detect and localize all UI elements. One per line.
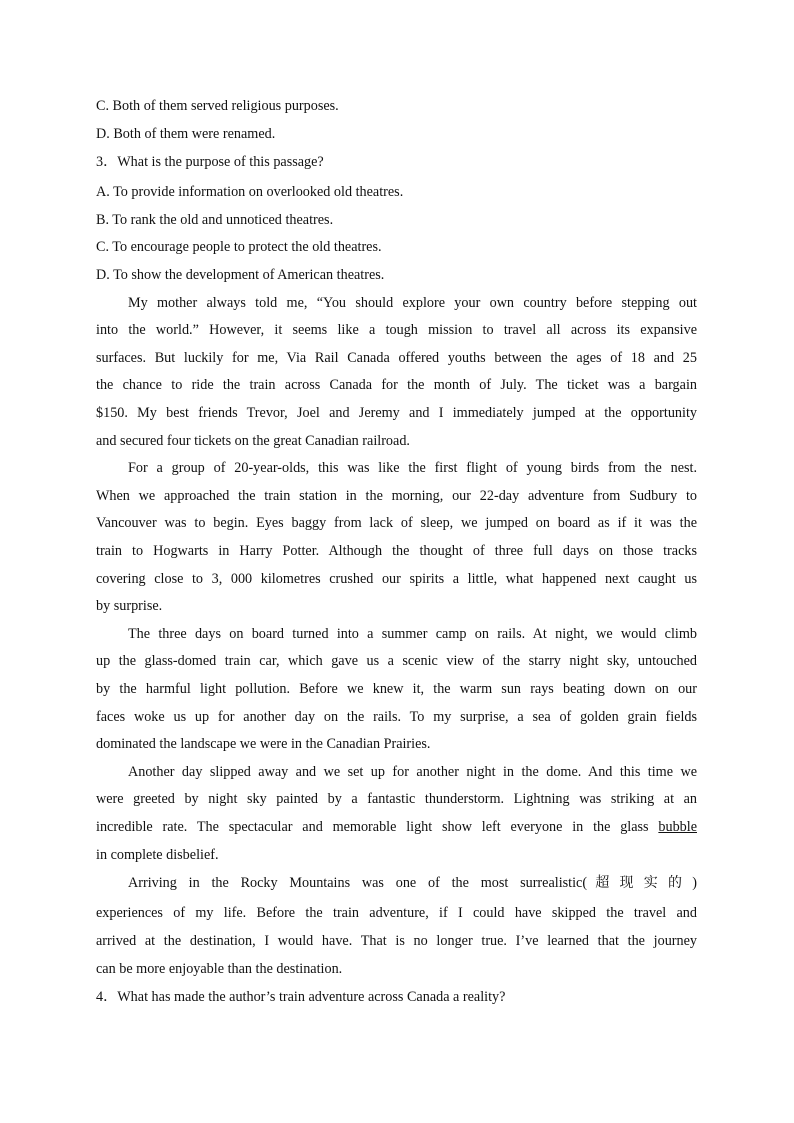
option-3a: A. To provide information on overlooked old theatres. (96, 184, 404, 200)
passage-text: incredible rate. The spectacular and memorable light show left everyone in the glass (96, 819, 659, 835)
passage-line: surfaces. But luckily for me, Via Rail Canada offered youths between the ages of 18 and 25 (96, 350, 697, 366)
passage-line: experiences of my life. Before the train adventure, if I could have skipped the travel and (96, 905, 697, 921)
question-4-stem: 4．What has made the author’s train adventure across Canada a reality? (96, 989, 506, 1005)
passage-line: $150. My best friends Trevor, Joel and Jeremy and I immediately jumped at the opportunity (96, 405, 697, 421)
passage-line: arrived at the destination, I would have. That is no longer true. I’ve learned that the journey (96, 933, 697, 949)
option-2c: C. Both of them served religious purposes. (96, 98, 339, 114)
passage-text: ) (692, 875, 697, 891)
passage-line: dominated the landscape we were in the Canadian Prairies. (96, 736, 431, 752)
passage-line: the chance to ride the train across Canada for the month of July. The ticket was a bargain (96, 377, 697, 393)
option-3c: C. To encourage people to protect the old theatres. (96, 239, 382, 255)
passage-line: My mother always told me, “You should explore your own country before stepping out (128, 295, 697, 311)
passage-line: by surprise. (96, 598, 163, 614)
passage-line: can be more enjoyable than the destination. (96, 961, 343, 977)
option-3d: D. To show the development of American theatres. (96, 267, 385, 283)
option-2d: D. Both of them were renamed. (96, 126, 276, 142)
underlined-word: bubble (658, 819, 697, 835)
option-3b: B. To rank the old and unnoticed theatres. (96, 212, 334, 228)
passage-line: faces woke us up for another day on the rails. To my surprise, a sea of golden grain fields (96, 709, 697, 725)
passage-line (128, 874, 697, 892)
passage-line: The three days on board turned into a summer camp on rails. At night, we would climb (128, 626, 697, 642)
chinese-gloss: 超现实的 (587, 875, 693, 891)
passage-line (96, 818, 697, 836)
passage-line: and secured four tickets on the great Canadian railroad. (96, 433, 410, 449)
passage-line: Vancouver was to begin. Eyes baggy from lack of sleep, we jumped on board as if it was the (96, 515, 697, 531)
passage-line: by the harmful light pollution. Before we knew it, the warm sun rays beating down on our (96, 681, 697, 697)
passage-line: train to Hogwarts in Harry Potter. Although the thought of three full days on those tracks (96, 543, 697, 559)
passage-line: When we approached the train station in the morning, our 22-day adventure from Sudbury to (96, 488, 697, 504)
question-3-stem: 3．What is the purpose of this passage? (96, 154, 324, 170)
passage-line: were greeted by night sky painted by a fantastic thunderstorm. Lightning was striking at an (96, 791, 697, 807)
passage-line: For a group of 20-year-olds, this was like the first flight of young birds from the nest. (128, 460, 697, 476)
passage-line: up the glass-domed train car, which gave us a scenic view of the starry night sky, untouched (96, 653, 697, 669)
passage-line: into the world.” However, it seems like a tough mission to travel all across its expansive (96, 322, 697, 338)
passage-text: Arriving in the Rocky Mountains was one of the most surrealistic( (128, 875, 588, 891)
passage-line: covering close to 3, 000 kilometres crushed our spirits a little, what happened next caught us (96, 571, 697, 587)
passage-line: Another day slipped away and we set up for another night in the dome. And this time we (128, 764, 697, 780)
passage-line: in complete disbelief. (96, 847, 219, 863)
